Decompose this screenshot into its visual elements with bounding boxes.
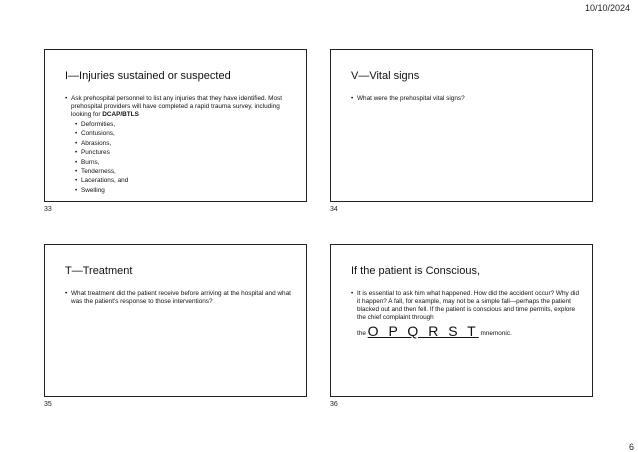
- bullet-list: [351, 95, 580, 103]
- slide-36: [330, 244, 593, 397]
- bullet-text: It is essential to ask him what happened. How did the accident occur? Why did it happen? A fall, for example, may not be a simple fall—perhaps the patient blacked out and then fell. If the patient is conscious and time permits, explore the chief complaint through: [357, 290, 580, 321]
- list-item: • Punctures: [75, 148, 294, 157]
- slide-number: 35: [44, 401, 52, 408]
- print-date: 10/10/2024: [584, 3, 630, 13]
- list-item: • Swelling: [75, 186, 294, 195]
- slide-number: 33: [44, 206, 52, 213]
- list-item: • Tenderness,: [75, 167, 294, 176]
- mnemonic-line: [357, 323, 580, 339]
- slide-33: [44, 49, 307, 202]
- list-item: • Contusions,: [75, 129, 294, 138]
- bullet-bold-text: DCAP/BTLS: [102, 111, 139, 118]
- list-item: • Lacerations, and: [75, 176, 294, 185]
- page-corner-number: 6: [628, 442, 634, 452]
- bullet-list: [65, 95, 294, 195]
- slide-title: T—Treatment: [65, 265, 133, 277]
- mnemonic-prefix: the: [357, 330, 366, 337]
- slide-title: I—Injuries sustained or suspected: [65, 70, 231, 82]
- list-item: [65, 95, 294, 195]
- slide-title: If the patient is Conscious,: [351, 265, 481, 277]
- bullet-list: [65, 290, 294, 306]
- slide-number: 34: [330, 206, 338, 213]
- slide-35: [44, 244, 307, 397]
- slide-number: 36: [330, 401, 338, 408]
- bullet-text: Ask prehospital personnel to list any injuries that they have identified. Most prehospital providers will have completed a rapid trauma survey, including looking for: [71, 95, 283, 118]
- slide-34: [330, 49, 593, 202]
- bullet-list: [351, 290, 580, 338]
- opqrst-mnemonic: O P Q R S T: [367, 323, 479, 339]
- list-item: • What treatment did the patient receive before arriving at the hospital and what was the patient's response to those interventions?: [65, 290, 294, 306]
- sub-list: [75, 120, 294, 195]
- list-item: • Deformities,: [75, 120, 294, 129]
- list-item: • What were the prehospital vital signs?: [351, 95, 580, 103]
- slide-title: V—Vital signs: [351, 70, 420, 82]
- mnemonic-suffix: mnemonic.: [480, 330, 512, 337]
- list-item: [351, 290, 580, 338]
- list-item: • Burns,: [75, 158, 294, 167]
- list-item: • Abrasions,: [75, 139, 294, 148]
